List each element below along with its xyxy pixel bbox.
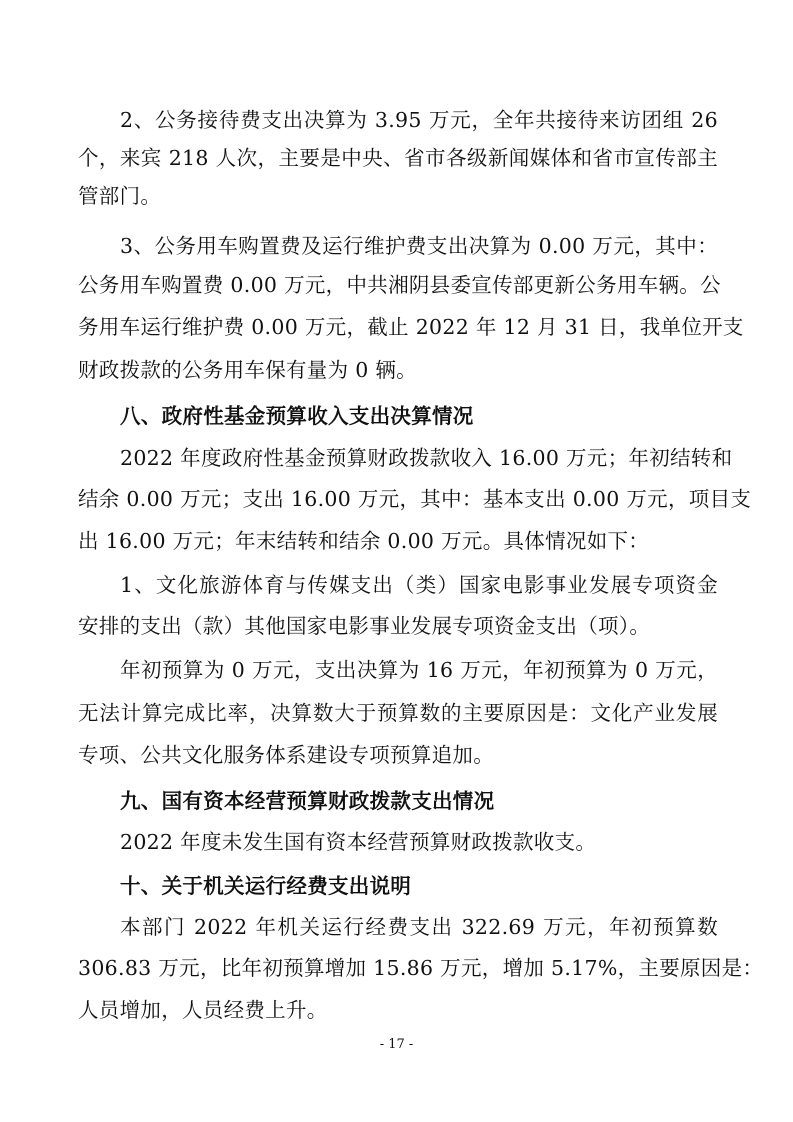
paragraph-line: 1、文化旅游体育与传媒支出（类）国家电影事业发展专项资金 <box>120 573 718 597</box>
paragraph-line: 年初预算为 0 万元，支出决算为 16 万元，年初预算为 0 万元， <box>120 658 718 682</box>
paragraph-line: 管部门。 <box>78 184 162 208</box>
paragraph-line: 专项、公共文化服务体系建设专项预算追加。 <box>78 743 494 767</box>
paragraph-line: 人员增加，人员经费上升。 <box>78 998 328 1022</box>
section-heading: 九、国有资本经营预算财政拨款支出情况 <box>120 789 495 813</box>
paragraph-line: 出 16.00 万元；年末结转和结余 0.00 万元。具体情况如下： <box>78 529 650 553</box>
paragraph-line: 无法计算完成比率，决算数大于预算数的主要原因是：文化产业发展 <box>78 701 718 725</box>
paragraph-line: 2022 年度未发生国有资本经营预算财政拨款收支。 <box>120 830 597 854</box>
section-heading: 八、政府性基金预算收入支出决算情况 <box>120 404 474 428</box>
paragraph-line: 3、公务用车购置费及运行维护费支出决算为 0.00 万元，其中： <box>120 234 718 258</box>
paragraph-line: 务用车运行维护费 0.00 万元，截止 2022 年 12 月 31 日，我单位开支 <box>78 315 744 339</box>
paragraph-line: 结余 0.00 万元；支出 16.00 万元，其中：基本支出 0.00 万元，项目支 <box>78 487 752 511</box>
page-number: - 17 - <box>379 1037 414 1052</box>
paragraph-line: 本部门 2022 年机关运行经费支出 322.69 万元，年初预算数 <box>120 915 718 939</box>
paragraph-line: 306.83 万元，比年初预算增加 15.86 万元，增加 5.17%，主要原因是： <box>78 956 764 980</box>
paragraph-line: 财政拨款的公务用车保有量为 0 辆。 <box>78 358 417 382</box>
paragraph-line: 2022 年度政府性基金预算财政拨款收入 16.00 万元；年初结转和 <box>120 446 733 470</box>
section-heading: 十、关于机关运行经费支出说明 <box>120 874 412 898</box>
paragraph-line: 2、公务接待费支出决算为 3.95 万元，全年共接待来访团组 26 <box>120 108 718 132</box>
paragraph-line: 个，来宾 218 人次，主要是中央、省市各级新闻媒体和省市宣传部主 <box>78 146 718 170</box>
paragraph-line: 公务用车购置费 0.00 万元，中共湘阴县委宣传部更新公务用车辆。公 <box>78 273 721 297</box>
paragraph-line: 安排的支出（款）其他国家电影事业发展专项资金支出（项）。 <box>78 614 651 638</box>
